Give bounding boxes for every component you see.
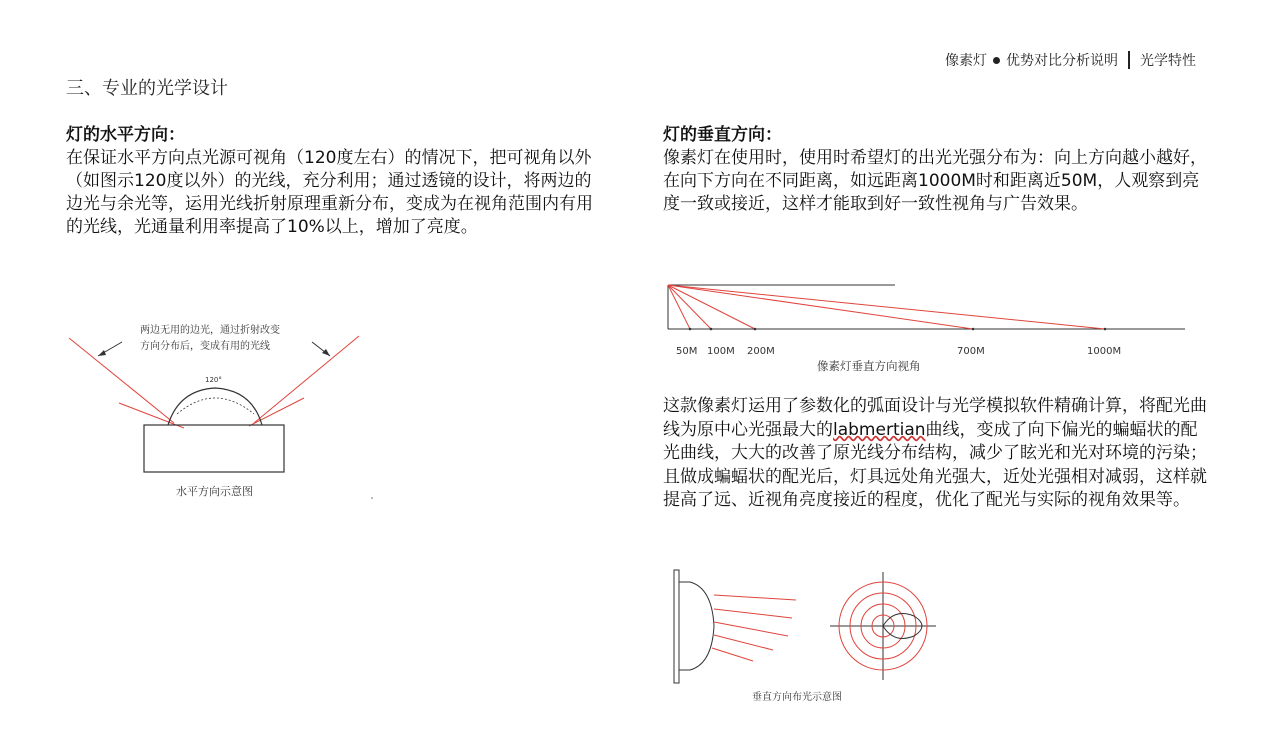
vertical-section bbox=[663, 120, 1208, 216]
vertical-paragraph-2 bbox=[663, 395, 1208, 513]
ray-left-inner bbox=[119, 403, 184, 428]
paragraph2-before: 这款像素灯运用了参数化的弧面设计与光学模拟软件精确计算，将配光曲线为原中心光强最大的 bbox=[663, 396, 1207, 440]
vertical-paragraph: 像素灯在使用时，使用时希望灯的出光光强分布为：向上方向越小越好，在向下方向在不同距离，如远距离1000M时和距离近50M，人观察到亮度一致或接近，这样才能取到好一致性视角与广告效果。 bbox=[663, 148, 1207, 214]
lens-dome bbox=[168, 388, 262, 425]
header-subtitle: 优势对比分析说明 bbox=[1006, 53, 1118, 69]
label-1000m: 1000M bbox=[1087, 346, 1122, 357]
ray-1000m bbox=[668, 285, 1105, 329]
light-distribution-diagram bbox=[668, 566, 938, 715]
distance-caption: 像素灯垂直方向视角 bbox=[817, 359, 921, 373]
light-caption: 垂直方向布光示意图 bbox=[752, 692, 842, 703]
section-title: 三、专业的光学设计 bbox=[66, 78, 228, 99]
lamp-mount bbox=[674, 570, 679, 683]
horizontal-caption: 水平方向示意图 bbox=[176, 485, 253, 498]
horizontal-diagram bbox=[64, 318, 374, 512]
label-100m: 100M bbox=[707, 346, 735, 357]
paragraph2-term: labmertian bbox=[833, 419, 926, 440]
annotation-line2: 方向分布后，变成有用的光线 bbox=[140, 341, 270, 352]
bullet-dot-icon bbox=[993, 57, 1000, 64]
horizontal-heading: 灯的水平方向： bbox=[66, 125, 185, 145]
horizontal-section bbox=[66, 120, 606, 239]
distance-diagram bbox=[663, 280, 1193, 379]
lamp-body bbox=[144, 425, 284, 472]
vertical-heading: 灯的垂直方向： bbox=[663, 125, 782, 145]
lamp-profile bbox=[679, 582, 714, 670]
label-700m: 700M bbox=[957, 346, 985, 357]
page-header bbox=[945, 50, 1196, 70]
angle-label: 120° bbox=[205, 376, 222, 384]
header-title: 像素灯 bbox=[945, 53, 987, 69]
header-divider bbox=[1128, 51, 1130, 69]
label-50m: 50M bbox=[676, 346, 698, 357]
ray-50m bbox=[668, 285, 690, 329]
label-200m: 200M bbox=[747, 346, 775, 357]
header-section-tag: 光学特性 bbox=[1140, 53, 1196, 69]
angle-arc bbox=[177, 398, 254, 414]
annotation-line1: 两边无用的边光，通过折射改变 bbox=[140, 325, 280, 336]
ray-100m bbox=[668, 285, 711, 329]
ray-700m bbox=[668, 285, 973, 329]
paragraph2-after: 曲线，变成了向下偏光的蝙蝠状的配光曲线，大大的改善了原光线分布结构，减少了眩光和光对环境的污染；且做成蝙蝠状的配光后，灯具远处角光强大，近处光强相对减弱，这样就提高了远、近视角亮度接近的程度，优化了配光与实际的视角效果等。 bbox=[663, 419, 1207, 510]
horizontal-paragraph: 在保证水平方向点光源可视角（120度左右）的情况下，把可视角以外（如图示120度以外）的光线，充分利用；通过透镜的设计，将两边的边光与余光等，运用光线折射原理重新分布，变成为在视角范围内有用的光线，光通量利用率提高了10%以上，增加了亮度。 bbox=[66, 148, 593, 237]
